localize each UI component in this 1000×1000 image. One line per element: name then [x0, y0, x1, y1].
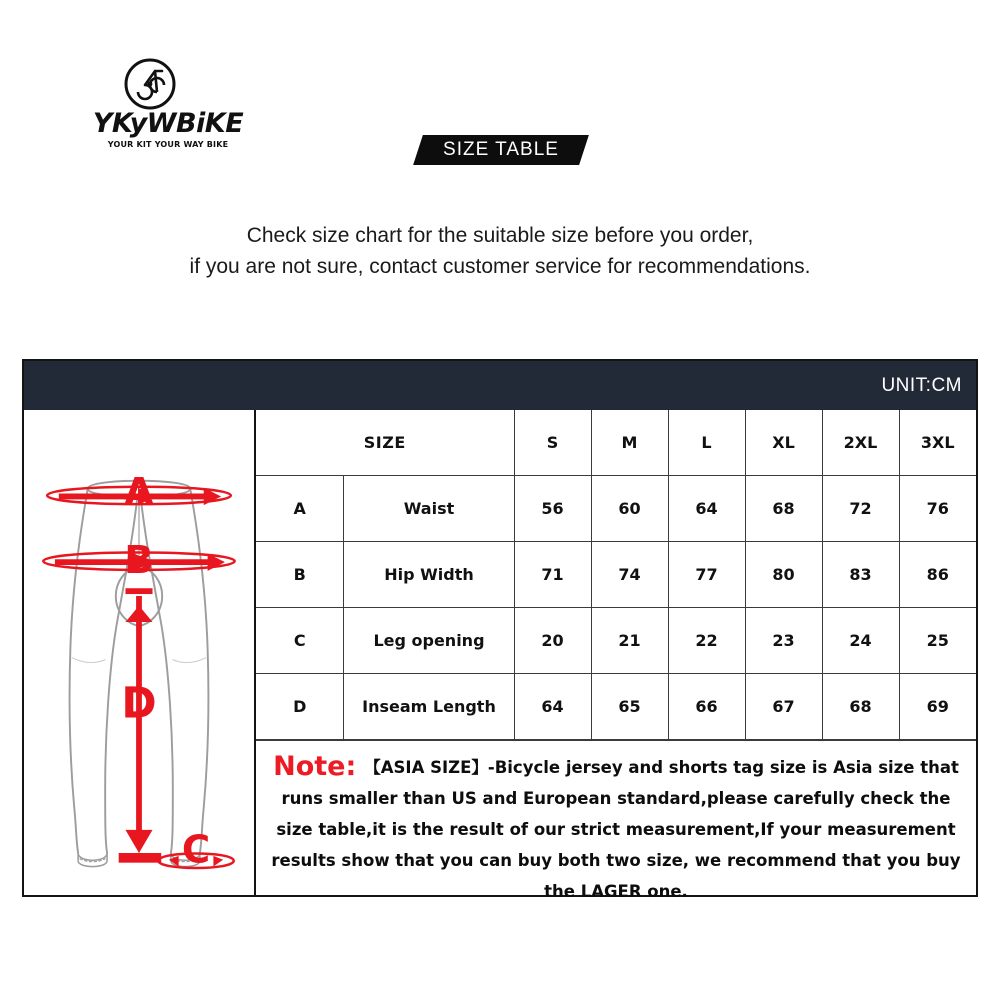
- cell-waist-s: 56: [514, 476, 591, 542]
- table-row: [256, 674, 976, 740]
- cell-leg-s: 20: [514, 608, 591, 674]
- cell-inseam-xl: 67: [745, 674, 822, 740]
- cell-waist-3xl: 76: [899, 476, 976, 542]
- cell-inseam-3xl: 69: [899, 674, 976, 740]
- chart-body: [24, 410, 976, 901]
- cell-hip-2xl: 83: [822, 542, 899, 608]
- cell-waist-l: 64: [668, 476, 745, 542]
- row-letter-d: D: [256, 674, 344, 740]
- table-row: [256, 476, 976, 542]
- column-header-xl: XL: [745, 410, 822, 476]
- row-letter-a: A: [256, 476, 344, 542]
- row-name-hip-width: Hip Width: [344, 542, 514, 608]
- row-name-waist: Waist: [344, 476, 514, 542]
- cell-leg-2xl: 24: [822, 608, 899, 674]
- intro-line-1: Check size chart for the suitable size before you order,: [246, 224, 754, 247]
- row-name-leg-opening: Leg opening: [344, 608, 514, 674]
- brand-tagline: YOUR KIT YOUR WAY BIKE: [107, 140, 229, 149]
- table-header-row: [256, 410, 976, 476]
- cell-leg-xl: 23: [745, 608, 822, 674]
- cell-hip-3xl: 86: [899, 542, 976, 608]
- cell-hip-xl: 80: [745, 542, 822, 608]
- size-chart: [22, 359, 978, 901]
- diagram-marker-a: A: [124, 470, 154, 516]
- intro-line-2: if you are not sure, contact customer service for recommendations.: [189, 255, 811, 278]
- cell-leg-m: 21: [591, 608, 668, 674]
- size-table-pane: [256, 410, 976, 901]
- unit-label: UNIT:CM: [881, 374, 962, 396]
- column-header-size: SIZE: [256, 410, 514, 476]
- cell-hip-m: 74: [591, 542, 668, 608]
- note-block: [256, 740, 976, 915]
- cell-hip-l: 77: [668, 542, 745, 608]
- cell-leg-l: 22: [668, 608, 745, 674]
- cell-hip-s: 71: [514, 542, 591, 608]
- row-name-inseam-length: Inseam Length: [344, 674, 514, 740]
- cell-waist-m: 60: [591, 476, 668, 542]
- row-letter-b: B: [256, 542, 344, 608]
- column-header-s: S: [514, 410, 591, 476]
- brand-wordmark: YKyWBiKE: [92, 108, 244, 139]
- row-letter-c: C: [256, 608, 344, 674]
- table-row: [256, 608, 976, 674]
- table-row: [256, 542, 976, 608]
- column-header-m: M: [591, 410, 668, 476]
- note-text: 【ASIA SIZE】-Bicycle jersey and shorts tag size is Asia size that runs smaller than US and European standard,please carefully check the size table,it is the result of our strict measurement,If your measurement results show that you can buy both two size, we recommend that you buy the LAGER one.: [271, 758, 961, 901]
- brand-logo: [78, 58, 258, 150]
- note-label: Note:: [273, 751, 357, 782]
- intro-text: [0, 220, 1000, 282]
- column-header-2xl: 2XL: [822, 410, 899, 476]
- cell-inseam-s: 64: [514, 674, 591, 740]
- diagram-marker-b: B: [124, 537, 154, 583]
- cell-inseam-l: 66: [668, 674, 745, 740]
- column-header-3xl: 3XL: [899, 410, 976, 476]
- cell-waist-2xl: 72: [822, 476, 899, 542]
- measurement-diagram: [24, 410, 256, 895]
- size-table: [256, 410, 976, 740]
- size-table-banner-label: SIZE TABLE: [443, 139, 559, 160]
- diagram-marker-c: C: [181, 827, 211, 873]
- chart-header-bar: [24, 361, 976, 410]
- cell-inseam-m: 65: [591, 674, 668, 740]
- bicycle-monogram-icon: [124, 58, 176, 110]
- diagram-marker-d: D: [121, 679, 157, 729]
- cell-waist-xl: 68: [745, 476, 822, 542]
- cell-leg-3xl: 25: [899, 608, 976, 674]
- column-header-l: L: [668, 410, 745, 476]
- cell-inseam-2xl: 68: [822, 674, 899, 740]
